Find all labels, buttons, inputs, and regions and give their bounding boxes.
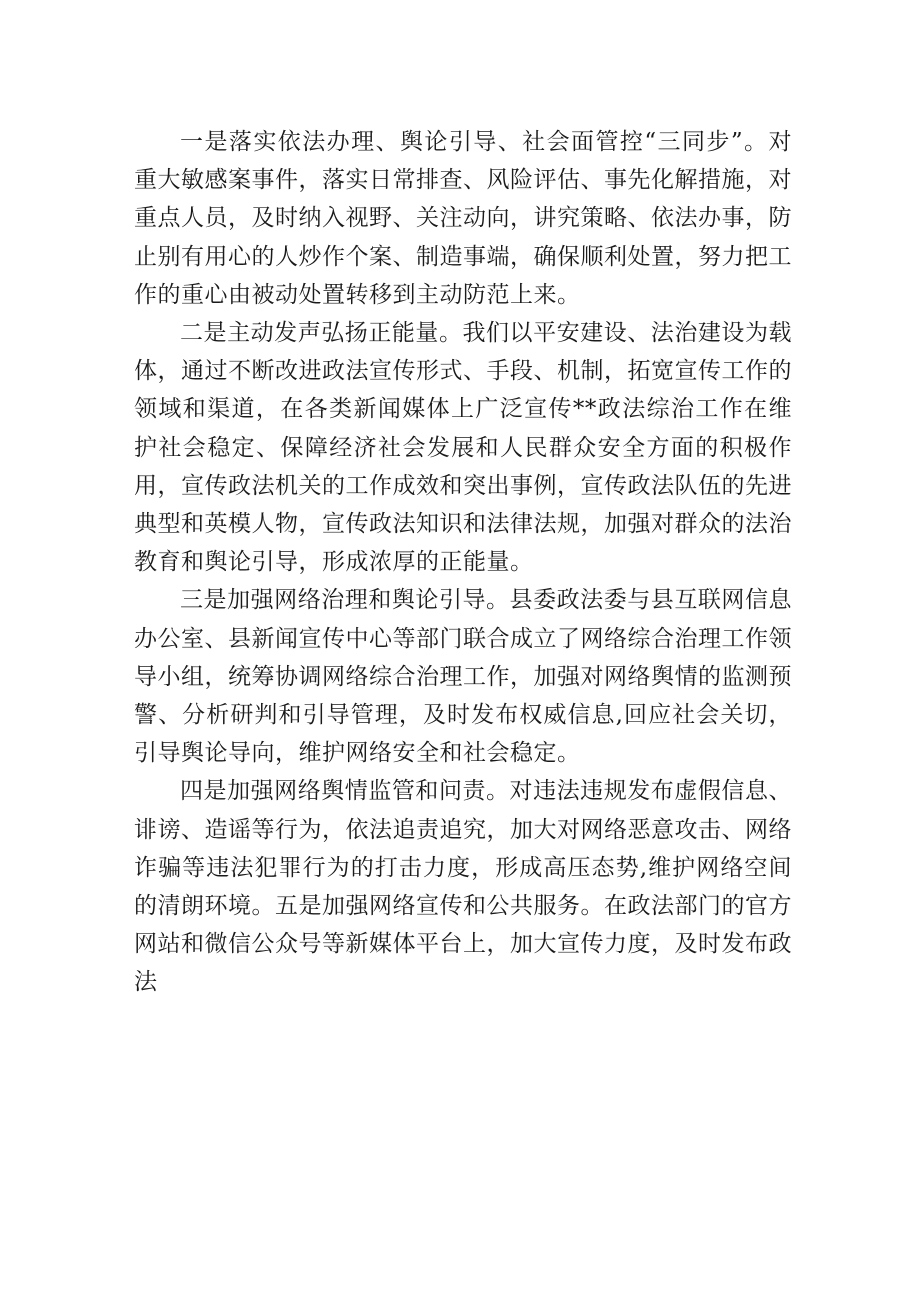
paragraph-1: 一是落实依法办理、舆论引导、社会面管控“三同步”。对重大敏感案事件，落实日常排查、风险评估、事先化解措施，对重点人员，及时纳入视野、关注动向，讲究策略、依法办事，防止别有用心的人炒作个案、制造事端，确保顺利处置，努力把工作的重心由被动处置转移到主动防范上来。: [134, 129, 792, 308]
paragraph-3: 三是加强网络治理和舆论引导。县委政法委与县互联网信息办公室、县新闻宣传中心等部门联合成立了网络综合治理工作领导小组，统筹协调网络综合治理工作，加强对网络舆情的监测预警、分析研判和引导管理，及时发布权威信息,回应社会关切，引导舆论导向，维护网络安全和社会稳定。: [134, 587, 792, 767]
document-body: [134, 123, 792, 1002]
paragraph-2: 二是主动发声弘扬正能量。我们以平安建设、法治建设为载体，通过不断改进政法宣传形式、手段、机制，拓宽宣传工作的领域和渠道，在各类新闻媒体上广泛宣传**政法综治工作在维护社会稳定、保障经济社会发展和人民群众安全方面的积极作用，宣传政法机关的工作成效和突出事例，宣传政法队伍的先进典型和英模人物，宣传政法知识和法律法规，加强对群众的法治教育和舆论引导，形成浓厚的正能量。: [134, 320, 792, 576]
paragraph-4: 四是加强网络舆情监管和问责。对违法违规发布虚假信息、诽谤、造谣等行为，依法追责追究，加大对网络恶意攻击、网络诈骗等违法犯罪行为的打击力度，形成高压态势,维护网络空间的清朗环境。五是加强网络宣传和公共服务。在政法部门的官方网站和微信公众号等新媒体平台上，加大宣传力度，及时发布政法: [134, 778, 792, 996]
